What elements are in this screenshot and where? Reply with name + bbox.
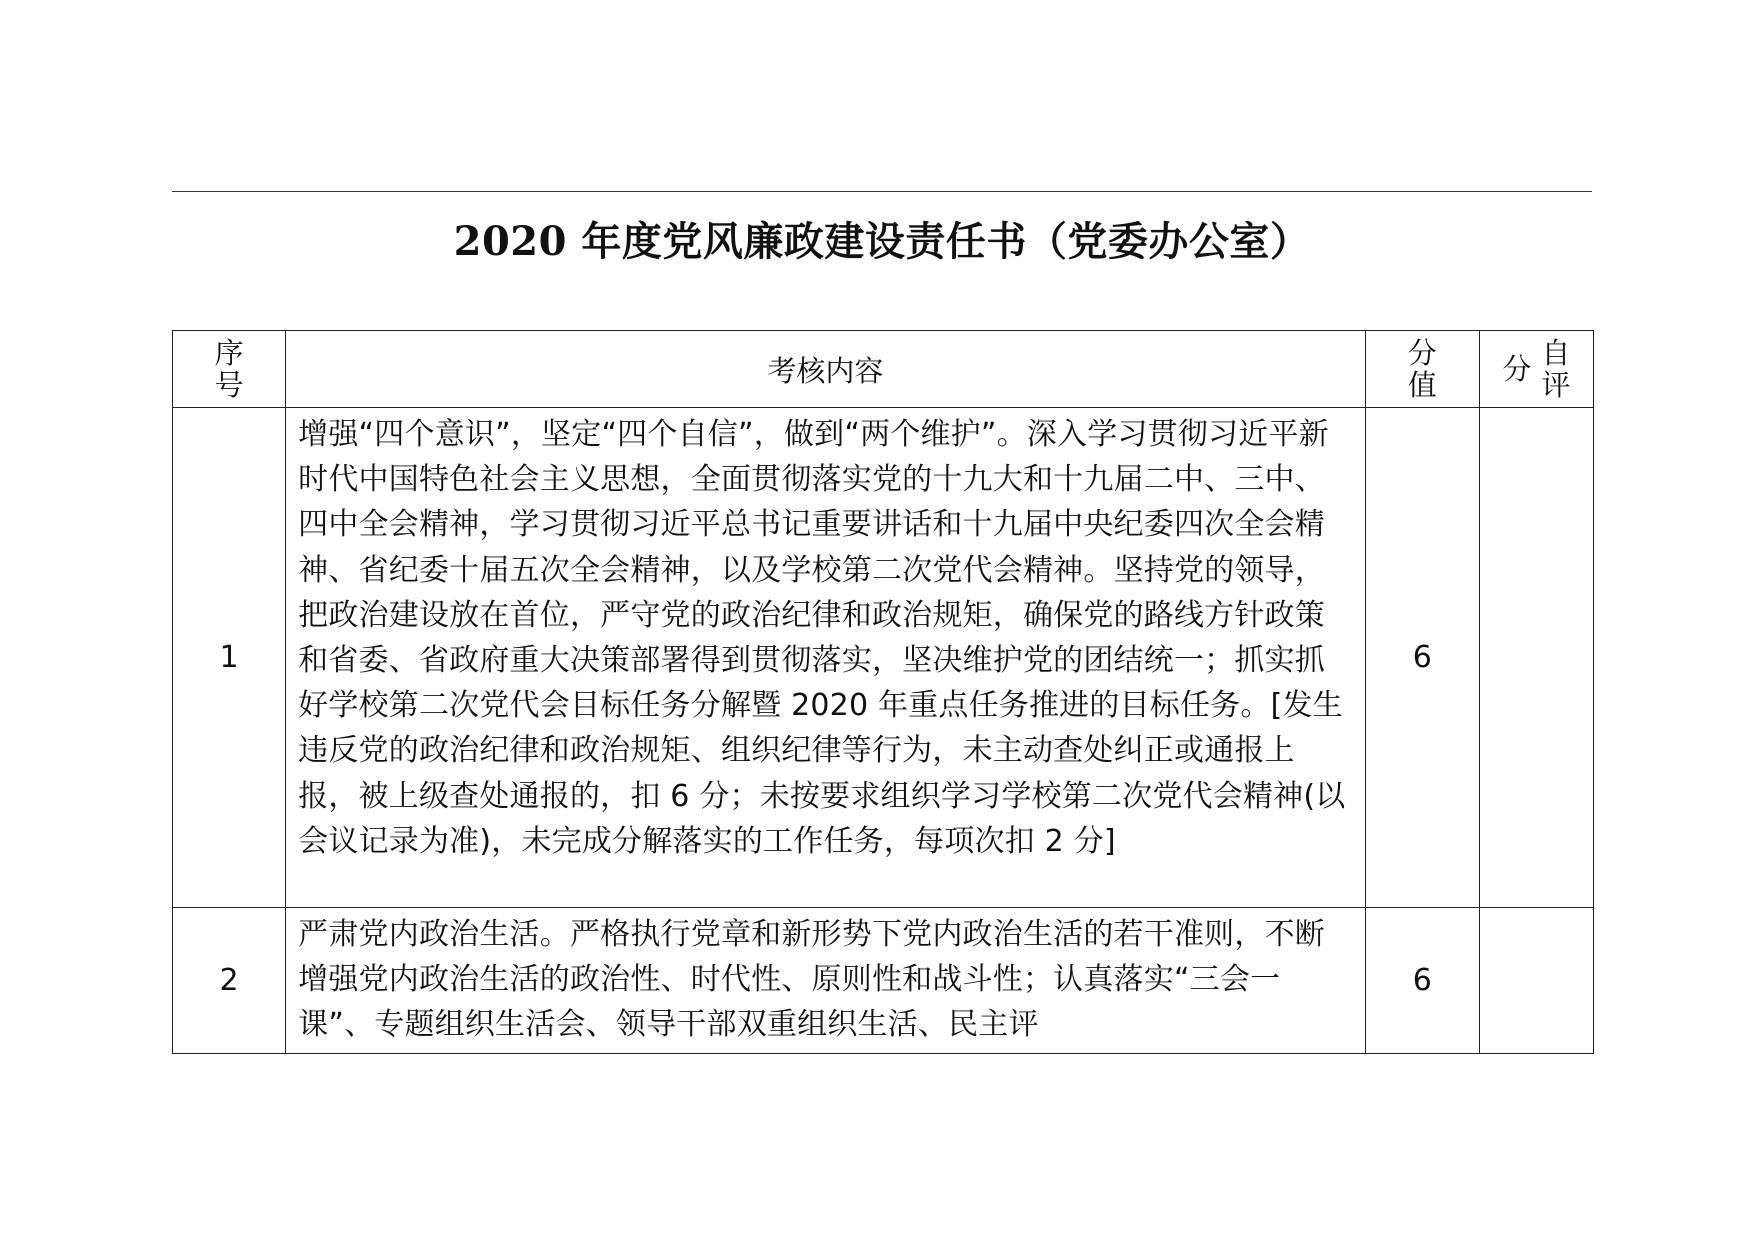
row-number: 1 xyxy=(173,408,286,908)
row-content xyxy=(286,408,1366,908)
row-score: 6 xyxy=(1365,408,1479,908)
header-self-line2: 评 xyxy=(1541,368,1571,402)
header-number-line2: 号 xyxy=(214,367,244,402)
header-rule xyxy=(172,191,1592,192)
row-self-score[interactable] xyxy=(1479,408,1593,908)
row-self-score[interactable] xyxy=(1479,908,1593,1054)
row-content-text: 增强“四个意识”，坚定“四个自信”，做到“两个维护”。深入学习贯彻习近平新时代中国特色社会主义思想，全面贯彻落实党的十九大和十九届二中、三中、四中全会精神，学习贯彻习近平总书记重要讲话和十九届中央纪委四次全会精神、省纪委十届五次全会精神，以及学校第二次党代会精神。坚持党的领导，把政治建设放在首位，严守党的政治纪律和政治规矩，确保党的路线方针政策和省委、省政府重大决策部署得到贯彻落实，坚决维护党的团结统一；抓实抓好学校第二次党代会目标任务分解暨 2020 年重点任务推进的目标任务。[发生违反党的政治纪律和政治规矩、组织纪律等行为，未主动查处纠正或通报上报，被上级查处通报的，扣 6 分；未按要求组织学习学校第二次党代会精神(以会议记录为准)，未完成分解落实的工作任务，每项次扣 2 分] xyxy=(298,417,1346,859)
table-header-row xyxy=(173,331,1594,408)
table-row xyxy=(173,908,1594,1054)
header-score xyxy=(1365,331,1479,408)
header-self-score xyxy=(1479,331,1593,408)
header-self-line1: 自 xyxy=(1541,336,1571,370)
header-score-line1: 分 xyxy=(1407,335,1437,370)
header-number-line1: 序 xyxy=(214,335,244,370)
document-title: 2020 年度党风廉政建设责任书（党委办公室） xyxy=(453,218,1311,265)
assessment-table xyxy=(172,330,1594,1054)
row-number: 2 xyxy=(173,908,286,1054)
header-score-line2: 值 xyxy=(1407,367,1437,402)
row-score: 6 xyxy=(1365,908,1479,1054)
header-number xyxy=(173,331,286,408)
table-row xyxy=(173,408,1594,908)
header-self-left: 分 xyxy=(1502,352,1532,386)
row-content-text: 严肃党内政治生活。严格执行党章和新形势下党内政治生活的若干准则，不断增强党内政治生活的政治性、时代性、原则性和战斗性；认真落实“三会一课”、专题组织生活会、领导干部双重组织生活、民主评 xyxy=(298,917,1325,1043)
header-content: 考核内容 xyxy=(286,331,1366,408)
row-content xyxy=(286,908,1366,1054)
